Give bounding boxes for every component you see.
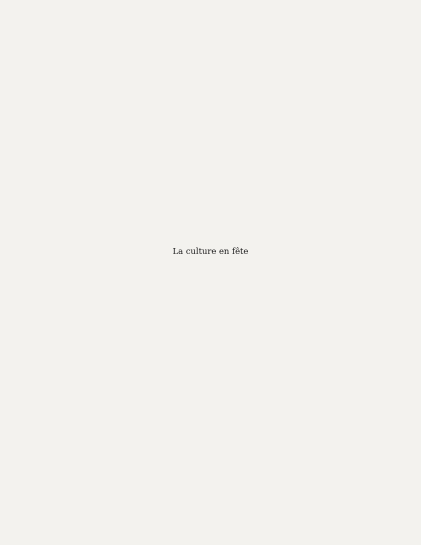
section-6-title: La culture en fête	[172, 246, 249, 256]
